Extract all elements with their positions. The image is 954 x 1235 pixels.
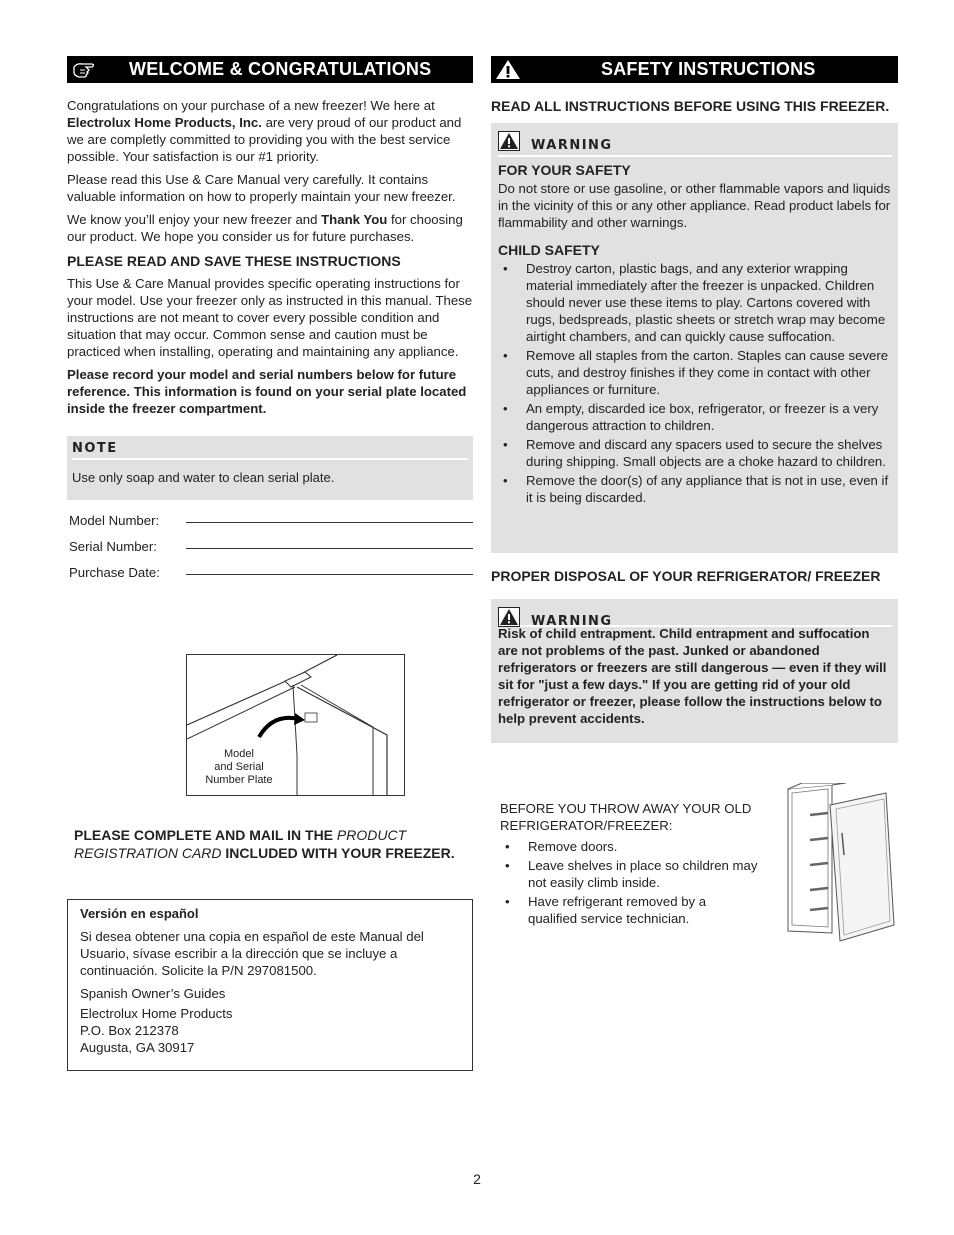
plate-caption: Model and Serial Number Plate [205, 748, 273, 786]
warning-title-row [498, 607, 892, 628]
serial-number-field[interactable] [67, 539, 473, 565]
throw-away-item: • Remove doors. [505, 839, 618, 854]
model-number-field[interactable] [67, 513, 473, 539]
warning-box-disposal [491, 599, 898, 743]
safety-header [491, 56, 898, 83]
model-number-line[interactable] [186, 522, 473, 523]
record-numbers-paragraph: Please record your model and serial numbers below for future reference. This information is found on your serial plate located inside the freezer compartment. [67, 367, 467, 416]
purchase-date-label: Purchase Date: [69, 565, 160, 580]
child-safety-list [498, 260, 892, 506]
serial-plate-illustration [186, 654, 405, 796]
entrapment-warning-text: Risk of child entrapment. Child entrapment and suffocation are not problems of the past. Junked or abandoned refrigerators or freezers are still dangerous — even if they will sit for "just a few days." If you are getting rid of your old refrigerator or freezer, please follow the instructions below to help prevent accidents. [498, 626, 887, 726]
address-line-3: Augusta, GA 30917 [80, 1040, 195, 1055]
warning-label: WARNING [531, 138, 613, 153]
child-safety-item: • Remove all staples from the carton. Staples can cause severe cuts, and destroy finishes if they come in contact with other appliances or furniture. [503, 348, 889, 397]
before-throw-heading: BEFORE YOU THROW AWAY YOUR OLD REFRIGERATOR/FREEZER: [500, 801, 752, 833]
safety-title: SAFETY INSTRUCTIONS [601, 59, 816, 79]
welcome-paragraph-1: Congratulations on your purchase of a new freezer! We here at Electrolux Home Products, Inc. are very proud of our product and we are completly committed to providing you with the best service possible. Your satisfaction is our #1 priority. [67, 98, 462, 164]
for-your-safety-text: Do not store or use gasoline, or other flammable vapors and liquids in the vicinity of this or any other appliance. Read product labels for flammability and other warnings. [498, 181, 891, 230]
page-number: 2 [473, 1171, 481, 1187]
warning-label: WARNING [531, 614, 613, 629]
welcome-title: WELCOME & CONGRATULATIONS [129, 59, 432, 79]
spanish-guides: Spanish Owner’s Guides [80, 986, 226, 1001]
spanish-title: Versión en español [80, 906, 199, 921]
note-text: Use only soap and water to clean serial plate. [72, 470, 335, 485]
before-throw-section [500, 800, 770, 927]
mail-card-heading: PLEASE COMPLETE AND MAIL IN THE PRODUCT REGISTRATION CARD INCLUDED WITH YOUR FREEZER. [74, 827, 455, 861]
purchase-date-field[interactable] [67, 565, 473, 591]
model-number-label: Model Number: [69, 513, 160, 528]
address-line-2: P.O. Box 212378 [80, 1023, 179, 1038]
spanish-paragraph: Si desea obtener una copia en español de este Manual del Usuario, sívase escribir a la dirección que se incluye a continuación. Solicite la P/N 297081500. [80, 929, 424, 978]
freezer-illustration [786, 783, 898, 943]
disposal-heading: PROPER DISPOSAL OF YOUR REFRIGERATOR/ FREEZER [491, 568, 881, 584]
note-title: NOTE [72, 441, 118, 456]
throw-away-item: • Have refrigerant removed by a qualified service technician. [505, 894, 707, 926]
warning-sign-icon [498, 607, 520, 627]
right-column [491, 56, 898, 743]
warning-triangle-icon [495, 59, 521, 80]
address-line-1: Electrolux Home Products [80, 1006, 233, 1021]
pointing-hand-icon [71, 59, 97, 80]
child-safety-item: • Destroy carton, plastic bags, and any exterior wrapping material immediately after the freezer is unpacked. Children should never use these items to play. Cartons covered with rugs, bedspreads, plastic sheets or stretch wrap may become airtight chambers, and can quickly cause suffocation. [503, 261, 886, 344]
warning-box-safety [491, 123, 898, 553]
warning-title-row [498, 131, 892, 152]
note-box [67, 436, 473, 500]
serial-number-line[interactable] [186, 548, 473, 549]
purchase-date-line[interactable] [186, 574, 473, 575]
welcome-header [67, 56, 473, 83]
spanish-box [67, 899, 473, 1071]
welcome-paragraph-2: Please read this Use & Care Manual very carefully. It contains valuable information on how to properly maintain your new freezer. [67, 172, 456, 204]
throw-away-list [500, 838, 770, 927]
serial-number-label: Serial Number: [69, 539, 157, 554]
child-safety-item: • Remove and discard any spacers used to secure the shelves during shipping. Small objects are a choke hazard to children. [503, 437, 886, 469]
welcome-paragraph-3: We know you’ll enjoy your new freezer and Thank You for choosing our product. We hope you consider us for future purchases. [67, 212, 463, 244]
read-all-heading: READ ALL INSTRUCTIONS BEFORE USING THIS FREEZER. [491, 98, 890, 114]
left-column [67, 56, 473, 591]
child-safety-item: • An empty, discarded ice box, refrigerator, or freezer is a very dangerous attraction to children. [503, 401, 879, 433]
child-safety-heading: CHILD SAFETY [498, 242, 600, 258]
child-safety-item: • Remove the door(s) of any appliance that is not in use, even if it is being discarded. [503, 473, 889, 505]
warning-sign-icon [498, 131, 520, 151]
throw-away-item: • Leave shelves in place so children may not easily climb inside. [505, 858, 758, 890]
read-save-heading: PLEASE READ AND SAVE THESE INSTRUCTIONS [67, 253, 401, 269]
manual-instructions-paragraph: This Use & Care Manual provides specific operating instructions for your model. Use your freezer only as instructed in this manual. These instructions are not meant to cover every possible condition and situation that may occur. Common sense and caution must be practiced when installing, operating and maintaining any appliance. [67, 276, 473, 359]
for-your-safety-heading: FOR YOUR SAFETY [498, 162, 631, 178]
